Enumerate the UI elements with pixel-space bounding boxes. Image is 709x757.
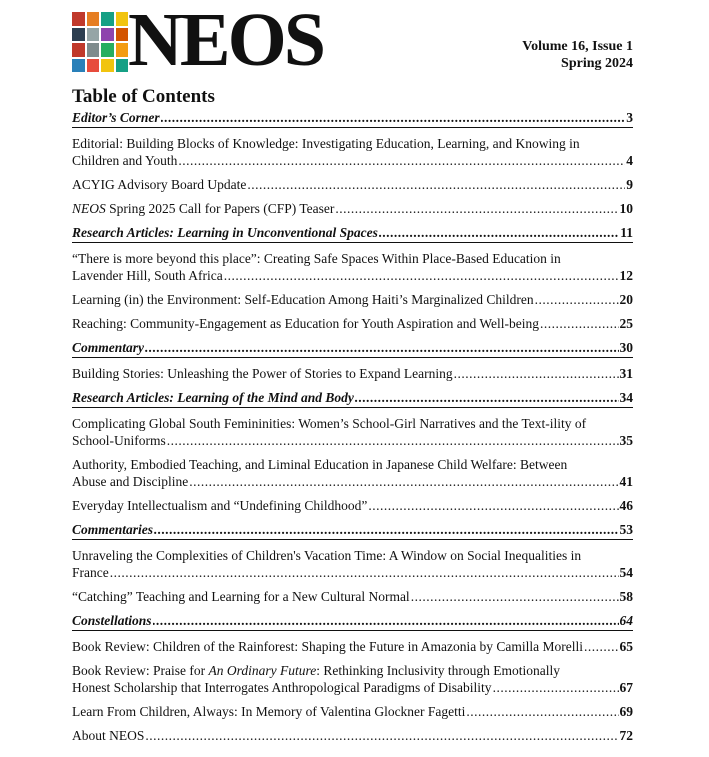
toc-entry-title-line1: Unraveling the Complexities of Children's Vacation Time: A Window on Social Inequalities in	[72, 548, 582, 563]
toc-entry-title-line1: Complicating Global South Femininities: Women’s School-Girl Narratives and the Text-ility of	[72, 416, 587, 431]
leader-dots	[167, 432, 619, 449]
toc-entry-title: Commentary	[72, 340, 145, 355]
toc-entry-title-line2: Abuse and Discipline	[72, 474, 189, 489]
logo-tile	[72, 28, 85, 42]
title-part: : Rethinking Inclusivity through Emotionally	[316, 663, 560, 678]
toc-entry-title: Everyday Intellectualism and “Undefining Childhood”	[72, 498, 368, 513]
toc-entry-title-line1: Editorial: Building Blocks of Knowledge: Investigating Education, Learning, and Knowing in	[72, 136, 580, 151]
toc-entry-title-rest: Spring 2025 Call for Papers (CFP) Teaser	[105, 201, 335, 216]
book-title-em: An Ordinary Future	[208, 663, 317, 678]
toc-entry-title: Learn From Children, Always: In Memory of Valentina Glockner Fagetti	[72, 704, 466, 719]
toc-page-number: 10	[619, 201, 633, 216]
toc-section-constellations[interactable]	[72, 612, 633, 631]
logo-tile	[72, 12, 85, 26]
toc-entry-haiti[interactable]	[72, 291, 633, 308]
toc-entry-title-line2: School-Uniforms	[72, 433, 166, 448]
logo-tile	[116, 12, 129, 26]
toc-entry-title: Research Articles: Learning in Unconventional Spaces	[72, 225, 378, 240]
toc-page-number: 64	[619, 613, 633, 628]
toc-entry-title: Research Articles: Learning of the Mind and Body	[72, 390, 354, 405]
toc-entry-title: ACYIG Advisory Board Update	[72, 177, 247, 192]
toc-entry-learn-from-children[interactable]	[72, 703, 633, 720]
leader-dots	[145, 727, 618, 744]
toc-page-number: 53	[619, 522, 633, 537]
toc-entry-title: Book Review: Children of the Rainforest: Shaping the Future in Amazonia by Camilla Morelli	[72, 639, 584, 654]
toc-section-mind-and-body[interactable]	[72, 389, 633, 408]
toc-entry-building-stories[interactable]	[72, 365, 633, 382]
logo-tile	[87, 59, 100, 73]
leader-dots	[153, 612, 619, 629]
leader-dots	[110, 564, 619, 581]
toc-section-unconventional-spaces[interactable]	[72, 224, 633, 243]
logo-tile	[87, 43, 100, 57]
toc-section-editors-corner[interactable]	[72, 109, 633, 128]
toc-entry-title: “Catching” Teaching and Learning for a New Cultural Normal	[72, 589, 410, 604]
toc-page-number: 54	[619, 565, 633, 580]
table-of-contents	[72, 109, 633, 751]
title-part: Book Review: Praise for	[72, 663, 209, 678]
toc-page-number: 65	[619, 639, 633, 654]
toc-entry-title-line1: Authority, Embodied Teaching, and Liminal Education in Japanese Child Welfare: Between	[72, 457, 568, 472]
toc-entry-safe-spaces[interactable]	[72, 250, 633, 284]
toc-page-number: 11	[620, 225, 633, 240]
toc-entry-authority[interactable]	[72, 456, 633, 490]
toc-entry-rainforest[interactable]	[72, 638, 633, 655]
toc-page-number: 20	[619, 292, 633, 307]
toc-page-number: 69	[619, 704, 633, 719]
logo-tile	[101, 12, 114, 26]
toc-page-number: 3	[626, 110, 633, 125]
leader-dots	[466, 703, 618, 720]
toc-entry-title-line1: “There is more beyond this place”: Creating Safe Spaces Within Place-Based Education in	[72, 251, 561, 266]
leader-dots	[540, 315, 619, 332]
toc-entry-ordinary-future[interactable]	[72, 662, 633, 696]
toc-entry-title	[72, 200, 334, 217]
logo-tile	[72, 43, 85, 57]
leader-dots	[411, 588, 619, 605]
toc-page-number: 67	[619, 680, 633, 695]
leader-dots	[247, 176, 625, 193]
leader-dots	[145, 339, 618, 356]
leader-dots	[224, 267, 619, 284]
leader-dots	[535, 291, 619, 308]
toc-page-number: 30	[619, 340, 633, 355]
toc-page-number: 4	[626, 153, 633, 168]
leader-dots	[355, 389, 619, 406]
toc-page-number: 46	[619, 498, 633, 513]
toc-entry-title: About NEOS	[72, 728, 145, 743]
toc-entry-advisory-board[interactable]	[72, 176, 633, 193]
toc-entry-reaching[interactable]	[72, 315, 633, 332]
toc-entry-catching[interactable]	[72, 588, 633, 605]
toc-entry-title: Commentaries	[72, 522, 154, 537]
issue-info	[522, 38, 633, 72]
toc-entry-title-line2: Lavender Hill, South Africa	[72, 268, 223, 283]
toc-entry-title: Reaching: Community-Engagement as Education for Youth Aspiration and Well-being	[72, 316, 539, 331]
logo-tile	[116, 28, 129, 42]
toc-page-number: 12	[619, 268, 633, 283]
logo-tile	[116, 43, 129, 57]
toc-entry-editorial[interactable]	[72, 135, 633, 169]
logo-tile	[116, 59, 129, 73]
toc-page-number: 58	[619, 589, 633, 604]
leader-dots	[335, 200, 618, 217]
toc-page-number: 72	[619, 728, 633, 743]
leader-dots	[493, 679, 619, 696]
leader-dots	[189, 473, 618, 490]
logo-tile	[101, 43, 114, 57]
toc-entry-cfp-teaser[interactable]	[72, 200, 633, 217]
toc-section-commentaries[interactable]	[72, 521, 633, 540]
toc-entry-title: Building Stories: Unleashing the Power of Stories to Expand Learning	[72, 366, 453, 381]
toc-title: Table of Contents	[72, 86, 215, 107]
logo-wordmark: NEOS	[128, 0, 323, 82]
toc-entry-vacation-time[interactable]	[72, 547, 633, 581]
leader-dots	[379, 224, 619, 241]
toc-page-number: 41	[619, 474, 633, 489]
toc-entry-title: Learning (in) the Environment: Self-Education Among Haiti’s Marginalized Children	[72, 292, 534, 307]
volume-issue: Volume 16, Issue 1	[522, 39, 633, 54]
leader-dots	[368, 497, 618, 514]
leader-dots	[154, 521, 618, 538]
leader-dots	[584, 638, 618, 655]
toc-page-number: 35	[619, 433, 633, 448]
season: Spring 2024	[561, 56, 633, 71]
leader-dots	[454, 365, 619, 382]
toc-entry-femininities[interactable]	[72, 415, 633, 449]
toc-page-number: 9	[626, 177, 633, 192]
neos-logo-mosaic-icon	[72, 12, 128, 72]
toc-entry-everyday-intellectualism[interactable]	[72, 497, 633, 514]
leader-dots	[161, 109, 626, 126]
leader-dots	[178, 152, 625, 169]
logo-tile	[87, 28, 100, 42]
logo-tile	[101, 28, 114, 42]
toc-entry-about-neos[interactable]	[72, 727, 633, 744]
toc-page-number: 25	[619, 316, 633, 331]
toc-entry-title-line2: France	[72, 565, 109, 580]
toc-entry-title: Editor’s Corner	[72, 110, 160, 125]
toc-entry-title-em: NEOS	[72, 201, 106, 216]
toc-entry-title-line2: Honest Scholarship that Interrogates Anthropological Paradigms of Disability	[72, 680, 492, 695]
toc-entry-title: Constellations	[72, 613, 152, 628]
toc-page-number: 31	[619, 366, 633, 381]
toc-page-number: 34	[619, 390, 633, 405]
logo-tile	[72, 59, 85, 73]
toc-section-commentary[interactable]	[72, 339, 633, 358]
logo-tile	[101, 59, 114, 73]
toc-entry-title-line2: Children and Youth	[72, 153, 178, 168]
toc-entry-title-line1	[72, 662, 633, 679]
logo-tile	[87, 12, 100, 26]
